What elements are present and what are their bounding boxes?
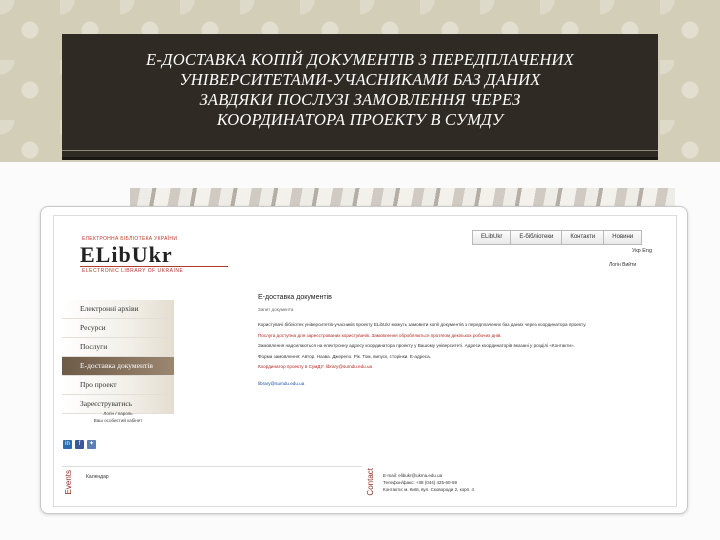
contact-info: [383, 472, 474, 493]
content-paragraph: Послуга доступна для зареєстрованих користувачів. Замовлення обробляються протягом декількох робочих днів.: [258, 332, 502, 338]
delicious-icon[interactable]: ✦: [88, 441, 95, 447]
title-divider: [62, 150, 658, 151]
sidebar-footer: [62, 410, 174, 424]
sidebar-menu: [62, 300, 174, 414]
sidebar-item-register[interactable]: Зареєструватись: [62, 395, 174, 414]
login-links[interactable]: Логін Вийти: [609, 262, 637, 268]
language-switch[interactable]: Укр Eng: [632, 248, 653, 254]
contact-email[interactable]: E-mail: elibukr@ukma.edu.ua: [383, 473, 443, 478]
elibukr-logo[interactable]: [80, 236, 230, 280]
title-line: УНІВЕРСИТЕТАМИ-УЧАСНИКАМИ БАЗ ДАНИХ: [179, 70, 541, 89]
login-password-link[interactable]: Логін / пароль: [103, 411, 133, 416]
content-paragraph: Користувачі бібліотек університетів-учасників проекту ELibUkr можуть замовити копії документів з передплачених баз даних через координатора проекту.: [258, 322, 587, 327]
logo-rule: [80, 266, 228, 267]
email-link[interactable]: library@sumdu.edu.ua: [258, 380, 305, 386]
footer-panel: [62, 466, 362, 507]
slide-title: [62, 50, 658, 130]
top-navigation: [472, 230, 642, 245]
social-links: [63, 440, 96, 449]
logo-top-text: ЕЛЕКТРОННА БІБЛІОТЕКА УКРАЇНИ: [82, 236, 178, 242]
content-paragraph: Форма замовлення: Автор. Назва. Джерело. Рік. Том, випуск, сторінки. Е-адреса.: [258, 353, 431, 359]
nav-contacts[interactable]: Контакти: [561, 230, 603, 245]
logo-mark: ELibUkr: [80, 242, 173, 267]
main-content: [258, 294, 663, 391]
nav-e-libraries[interactable]: Е-бібліотеки: [510, 230, 561, 245]
sidebar-item-archives[interactable]: Електронні архіви: [62, 300, 174, 319]
sidebar-item-about[interactable]: Про проект: [62, 376, 174, 395]
title-line: КООРДИНАТОРА ПРОЕКТУ В СУМДУ: [216, 110, 504, 129]
contact-phone: Телефон/факс: +38 (044) 425-60-59: [383, 480, 458, 485]
sidebar-item-services[interactable]: Послуги: [62, 338, 174, 357]
events-label: Events: [64, 470, 73, 495]
nav-news[interactable]: Новини: [603, 230, 642, 245]
linkedin-icon[interactable]: in: [63, 440, 72, 449]
sidebar-item-resources[interactable]: Ресурси: [62, 319, 174, 338]
events-text[interactable]: Календар: [86, 474, 109, 480]
content-paragraph: Координатор проекту в СумДУ: library@sumdu.edu.ua: [258, 364, 373, 369]
slide-title-box: [62, 34, 658, 160]
title-line: ЗАВДЯКИ ПОСЛУЗІ ЗАМОВЛЕННЯ ЧЕРЕЗ: [199, 90, 521, 109]
nav-elibukr[interactable]: ELibUkr: [472, 230, 510, 245]
contact-label: Contact: [366, 468, 375, 496]
content-paragraph: Замовлення надсилаються на електронну адресу координатора проекту у Вашому університеті. Адреси координаторів вказані у розділі «Контакти».: [258, 343, 575, 348]
personal-cabinet-text: Ваш особистий кабінет: [93, 418, 143, 423]
logo-bottom-text: ELECTRONIC LIBRARY OF UKRAINE: [82, 268, 184, 274]
facebook-icon[interactable]: f: [75, 440, 84, 449]
contact-address: Контакти: м. Київ, вул. Сковороди 2, корп. 4: [383, 487, 475, 492]
title-line: Е-ДОСТАВКА КОПІЙ ДОКУМЕНТІВ З ПЕРЕДПЛАЧЕНИХ: [146, 50, 574, 69]
breadcrumb: Запит документа: [258, 307, 294, 312]
sidebar-item-e-delivery[interactable]: Е-доставка документів: [62, 357, 174, 376]
content-heading: Е-доставка документів: [258, 294, 332, 301]
